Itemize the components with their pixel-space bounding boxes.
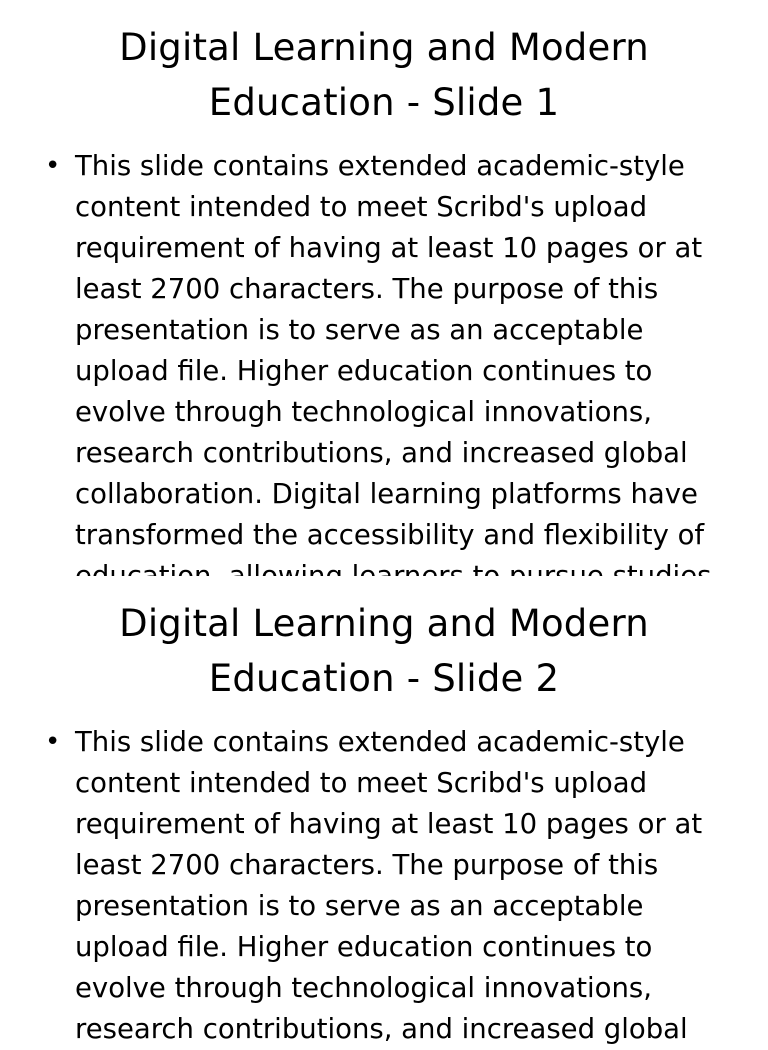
slide-1-bullet-text — [75, 146, 720, 597]
slide-1-text-line: least 2700 characters. The purpose of this — [75, 273, 659, 305]
slide-1-text-line: transformed the accessibility and flexibility of — [75, 519, 705, 551]
slide-2-title — [0, 576, 768, 706]
slide-2-text-line: This slide contains extended academic-style — [75, 726, 685, 758]
slide-1-title-line-1: Digital Learning and Modern — [119, 26, 649, 69]
slide-2-title-line-1: Digital Learning and Modern — [119, 602, 649, 645]
slide-1-text-line: evolve through technological innovations, — [75, 396, 653, 428]
slide-2-title-line-2: Education - Slide 2 — [208, 657, 560, 700]
slide-2 — [0, 576, 768, 1045]
slide-2-text-line: content intended to meet Scribd's upload — [75, 767, 648, 799]
slide-2-text-line: research contributions, and increased global — [75, 1013, 688, 1045]
slide-2-text-line: presentation is to serve as an acceptable — [75, 890, 644, 922]
slide-2-bullet-list — [0, 722, 768, 1050]
slide-1-text-line: content intended to meet Scribd's upload — [75, 191, 648, 223]
slide-2-bullet-text — [75, 722, 720, 1050]
slide-1-bullet-list — [0, 146, 768, 597]
slide-1-text-line: upload file. Higher education continues to — [75, 355, 653, 387]
bullet-dot-icon: • — [45, 151, 61, 181]
slide-1-text-line: presentation is to serve as an acceptable — [75, 314, 644, 346]
slide-1-text-line: requirement of having at least 10 pages or at — [75, 232, 703, 264]
slide-1-text-line: research contributions, and increased global — [75, 437, 688, 469]
slide-1-title — [0, 0, 768, 130]
slide-1-text-line: collaboration. Digital learning platforms have — [75, 478, 698, 510]
slide-1-text-line: This slide contains extended academic-style — [75, 150, 685, 182]
slide-2-bullet-item — [0, 722, 768, 1050]
slide-1-title-line-2: Education - Slide 1 — [208, 81, 560, 124]
slide-2-text-line: least 2700 characters. The purpose of this — [75, 849, 659, 881]
slide-2-text-line: evolve through technological innovations, — [75, 972, 653, 1004]
slide-2-text-line: requirement of having at least 10 pages or at — [75, 808, 703, 840]
bullet-dot-icon: • — [45, 727, 61, 757]
slide-2-text-line: upload file. Higher education continues to — [75, 931, 653, 963]
slide-1-bullet-item — [0, 146, 768, 597]
